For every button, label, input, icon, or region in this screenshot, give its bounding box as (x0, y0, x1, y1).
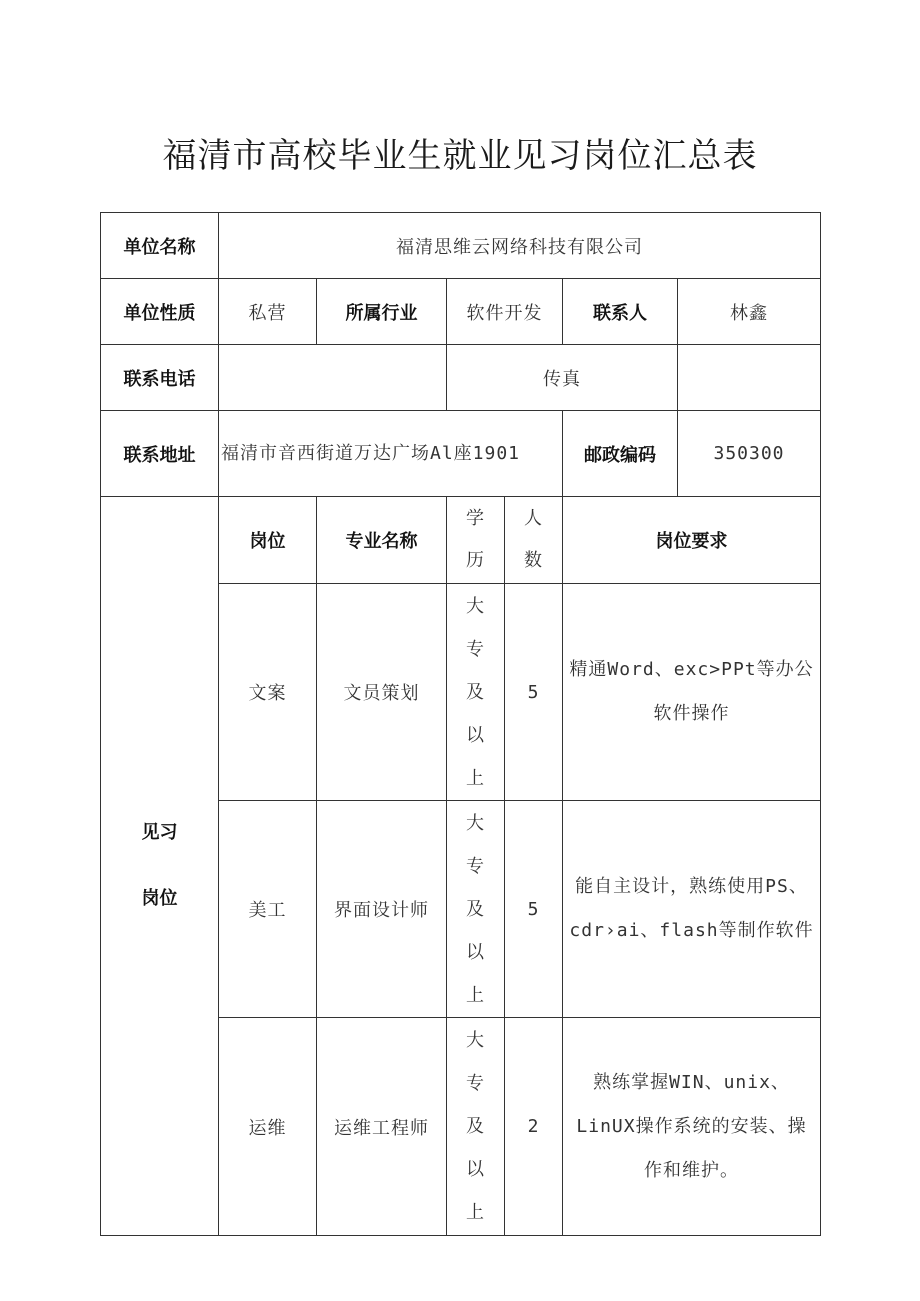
position-requirements: 精通Word、exc>PPt等办公软件操作 (563, 584, 821, 801)
position-major: 界面设计师 (317, 801, 447, 1018)
row-positions-header (101, 497, 821, 584)
position-name: 美工 (219, 801, 317, 1018)
page-title: 福清市高校毕业生就业见习岗位汇总表 (162, 136, 758, 176)
row-unit-name (101, 213, 821, 279)
label-internship (101, 497, 219, 1236)
header-education (447, 497, 505, 584)
header-position: 岗位 (219, 497, 317, 584)
label-phone: 联系电话 (101, 345, 219, 411)
value-unit-name: 福清思维云网络科技有限公司 (219, 213, 821, 279)
value-unit-nature: 私营 (219, 279, 317, 345)
position-headcount: 5 (505, 801, 563, 1018)
value-contact-person: 林鑫 (678, 279, 821, 345)
row-unit-nature (101, 279, 821, 345)
header-headcount-text: 人数 (524, 508, 543, 571)
value-phone (219, 345, 447, 411)
label-unit-name: 单位名称 (101, 213, 219, 279)
value-industry: 软件开发 (447, 279, 563, 345)
position-major: 文员策划 (317, 584, 447, 801)
label-unit-nature: 单位性质 (101, 279, 219, 345)
position-requirements: 能自主设计，熟练使用PS、cdr›ai、flash等制作软件 (563, 801, 821, 1018)
header-requirements: 岗位要求 (563, 497, 821, 584)
position-education-text: 大专及以上 (466, 1030, 485, 1223)
internship-form-table (100, 212, 821, 1236)
position-education (447, 1018, 505, 1236)
position-education-text: 大专及以上 (466, 595, 485, 789)
position-headcount: 2 (505, 1018, 563, 1236)
position-requirements: 熟练掌握WIN、unix、LinUX操作系统的安装、操作和维护。 (563, 1018, 821, 1236)
position-major: 运维工程师 (317, 1018, 447, 1236)
label-address: 联系地址 (101, 411, 219, 497)
value-address: 福清市音西街道万达广场Al座1901 (219, 411, 563, 497)
row-address (101, 411, 821, 497)
row-phone (101, 345, 821, 411)
position-name: 文案 (219, 584, 317, 801)
header-major: 专业名称 (317, 497, 447, 584)
value-postal-code: 350300 (678, 411, 821, 497)
position-education-text: 大专及以上 (466, 812, 485, 1006)
position-name: 运维 (219, 1018, 317, 1236)
label-contact-person: 联系人 (563, 279, 678, 345)
label-internship-text: 见习岗位 (141, 822, 178, 909)
position-headcount: 5 (505, 584, 563, 801)
header-headcount (505, 497, 563, 584)
position-education (447, 801, 505, 1018)
label-fax: 传真 (447, 345, 678, 411)
position-education (447, 584, 505, 801)
header-education-text: 学历 (466, 508, 485, 571)
label-postal-code: 邮政编码 (563, 411, 678, 497)
label-industry: 所属行业 (317, 279, 447, 345)
value-fax (678, 345, 821, 411)
